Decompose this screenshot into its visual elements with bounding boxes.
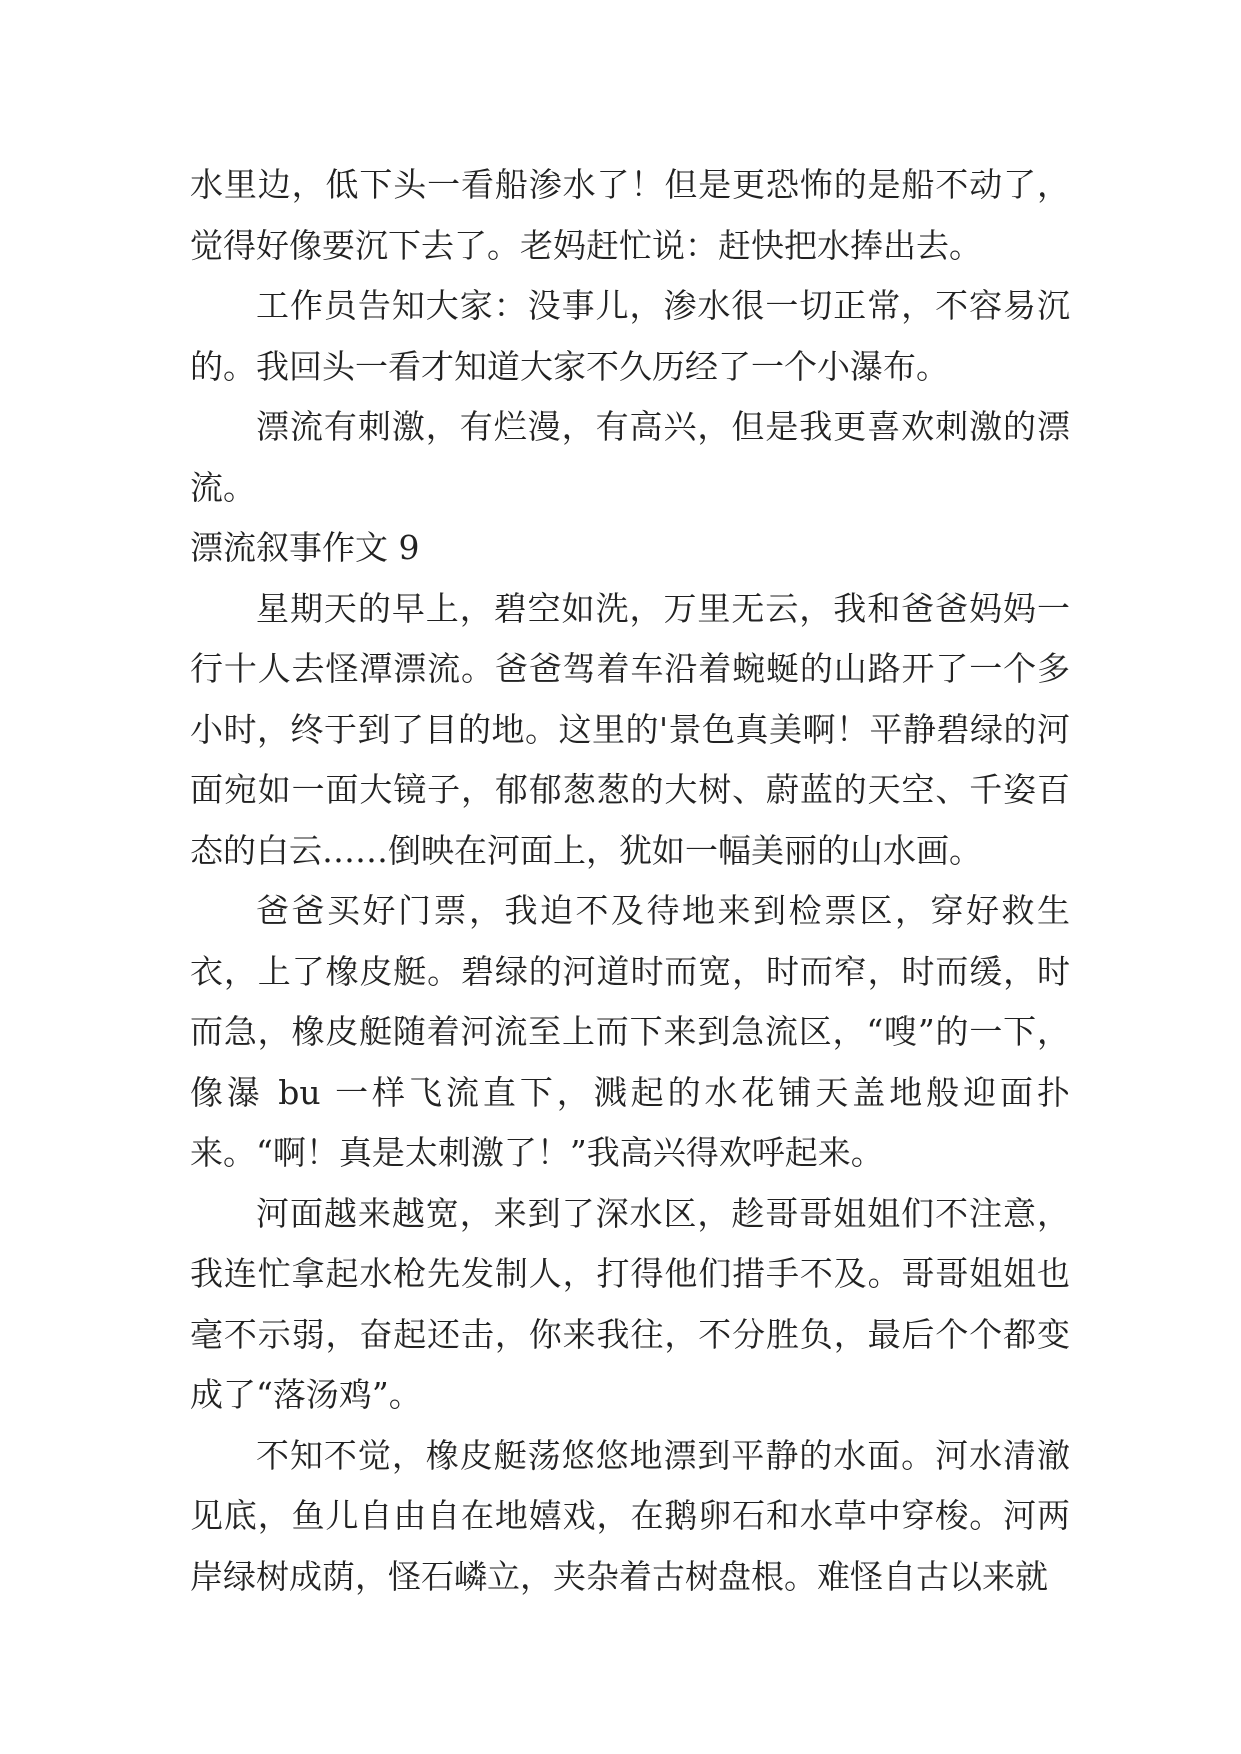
paragraph: 星期天的早上，碧空如洗，万里无云，我和爸爸妈妈一行十人去怪潭漂流。爸爸驾着车沿着蜿蜒的山路开了一个多小时，终于到了目的地。这里的'景色真美啊！平静碧绿的河面宛如一面大镜子，郁郁葱葱的大树、蔚蓝的天空、千姿百态的白云……倒映在河面上，犹如一幅美丽的山水画。 [190, 588, 1070, 870]
paragraph: 漂流有刺激，有烂漫，有高兴，但是我更喜欢刺激的漂流。 [190, 407, 1070, 507]
paragraph: 不知不觉，橡皮艇荡悠悠地漂到平静的水面。河水清澈见底，鱼儿自由自在地嬉戏，在鹅卵石和水草中穿梭。河两岸绿树成荫，怪石嶙立，夹杂着古树盘根。难怪自古以来就 [190, 1435, 1070, 1596]
section-heading: 漂流叙事作文 9 [190, 528, 420, 567]
paragraph: 河面越来越宽，来到了深水区，趁哥哥姐姐们不注意，我连忙拿起水枪先发制人，打得他们措手不及。哥哥姐姐也毫不示弱，奋起还击，你来我往，不分胜负，最后个个都变成了“落汤鸡”。 [190, 1193, 1070, 1414]
paragraph: 水里边，低下头一看船渗水了！但是更恐怖的是船不动了，觉得好像要沉下去了。老妈赶忙说：赶快把水捧出去。 [190, 165, 1070, 265]
paragraph: 工作员告知大家：没事儿，渗水很一切正常，不容易沉的。我回头一看才知道大家不久历经了一个小瀑布。 [190, 286, 1070, 386]
document-body [190, 155, 1070, 1607]
paragraph: 爸爸买好门票，我迫不及待地来到检票区，穿好救生衣，上了橡皮艇。碧绿的河道时而宽，时而窄，时而缓，时而急，橡皮艇随着河流至上而下来到急流区，“嗖”的一下，像瀑 bu 一样飞流直下，溅起的水花铺天盖地般迎面扑来。“啊！真是太刺激了！”我高兴得欢呼起来。 [190, 891, 1070, 1172]
